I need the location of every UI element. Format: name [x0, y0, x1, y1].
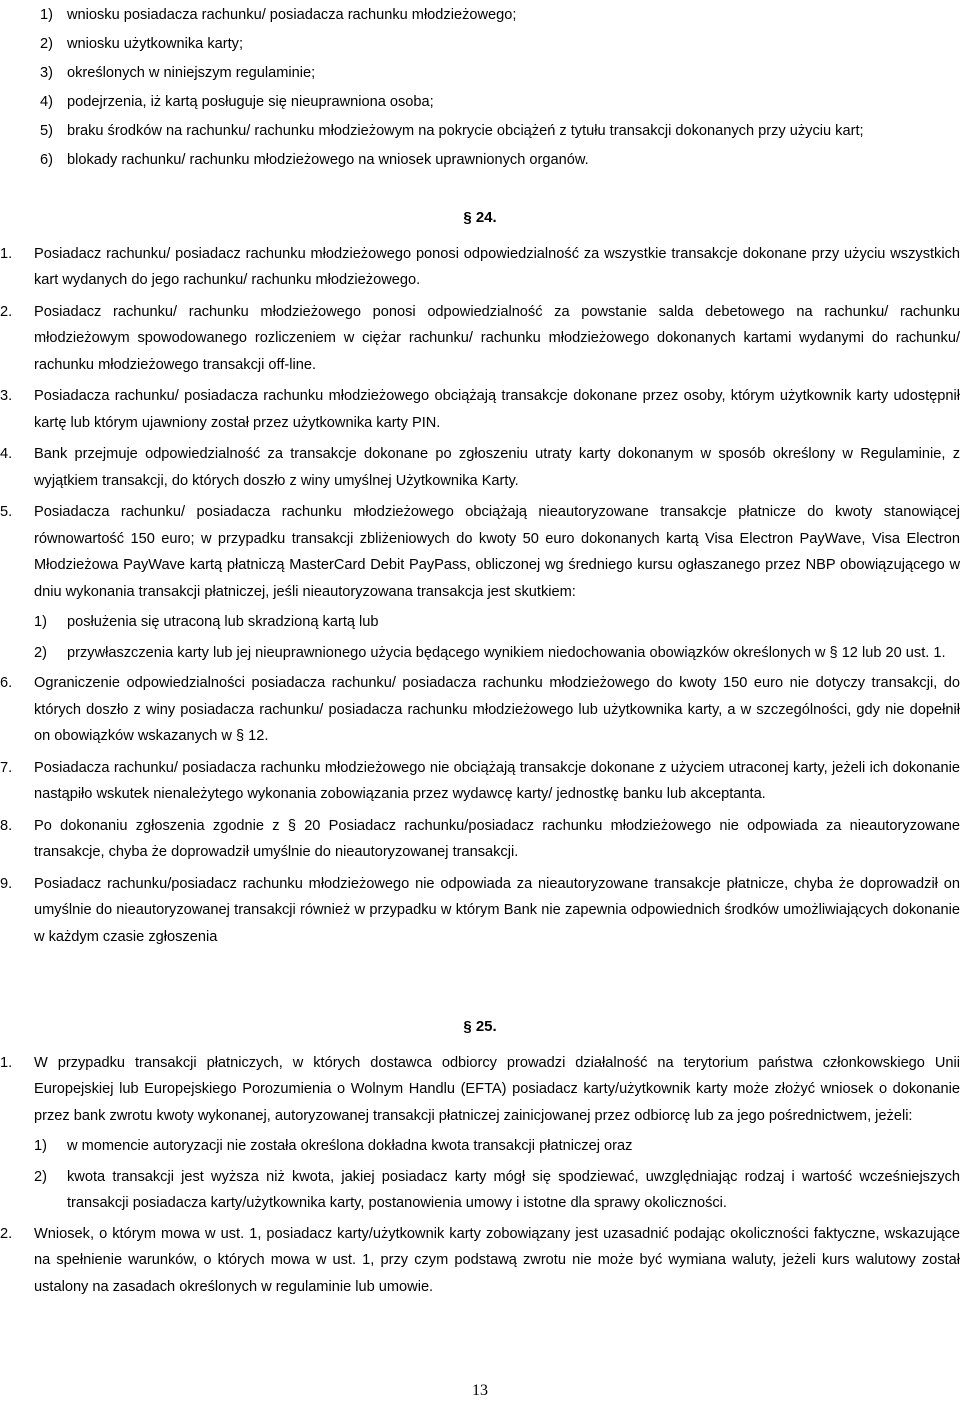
sub-list-item-number: 2) — [34, 1168, 47, 1185]
sub-list — [0, 609, 960, 666]
paragraph-text: Wniosek, o którym mowa w ust. 1, posiadacz karty/użytkownik karty zobowiązany jest uzasadnić podając okoliczności faktyczne, wskazujące na spełnienie warunków, o których mowa w ust. 1, przy czym podstawą zwrotu nie może być wymiana waluty, jeżeli kurs walutowy został ustalony na zasadach określonych w regulaminie lub umowie. — [34, 1225, 960, 1295]
paragraph-number: 8. — [0, 817, 13, 834]
section-title: § 25. — [463, 1018, 497, 1035]
list-item-number: 6) — [40, 152, 53, 168]
paragraph — [0, 299, 960, 379]
list-item — [40, 118, 960, 145]
list-item — [40, 31, 960, 58]
list-item-text: braku środków na rachunku/ rachunku młodzieżowym na pokrycie obciążeń z tytułu transakcji dokonanych przy użyciu kart; — [67, 123, 864, 139]
paragraph-text: Posiadacza rachunku/ posiadacza rachunku młodzieżowego nie obciążają transakcje dokonane z użyciem utraconej karty, jeżeli ich dokonanie nastąpiło wskutek nienależytego wykonania zobowiązania przez wydawcę karty/ jednostkę banku lub akceptanta. — [34, 759, 960, 802]
sub-list-item-number: 1) — [34, 1138, 47, 1154]
list-item — [40, 89, 960, 116]
paragraph-text: Po dokonaniu zgłoszenia zgodnie z § 20 Posiadacz rachunku/posiadacz rachunku młodzieżowego nie odpowiada za nieautoryzowane transakcje, chyba że doprowadził umyślnie do nieautoryzowanej transakcji. — [34, 817, 960, 860]
list-item — [40, 60, 960, 87]
paragraph — [0, 499, 960, 605]
list-item-number: 3) — [40, 65, 53, 81]
paragraph-number: 7. — [0, 759, 13, 776]
paragraph — [0, 871, 960, 951]
paragraph-number: 9. — [0, 875, 13, 892]
sub-list-item-number: 1) — [34, 614, 47, 630]
list-item-text: wniosku posiadacza rachunku/ posiadacza rachunku młodzieżowego; — [67, 7, 517, 23]
paragraph-number: 1. — [0, 245, 13, 262]
sub-list-item-text: przywłaszczenia karty lub jej nieuprawnionego użycia będącego wynikiem niedochowania obowiązków określonych w § 12 lub 20 ust. 1. — [67, 644, 946, 661]
list-item-number: 4) — [40, 94, 53, 110]
sub-list-item — [0, 609, 960, 636]
intro-list — [40, 2, 960, 176]
paragraph-number: 2. — [0, 303, 13, 320]
list-item-number: 5) — [40, 123, 53, 139]
paragraph-text: Posiadacza rachunku/ posiadacza rachunku młodzieżowego obciążają nieautoryzowane transakcje płatnicze do kwoty stanowiącej równowartość 150 euro; w przypadku transakcji zbliżeniowych do kwoty 50 euro dokonanych kartą Visa Electron PayWave, Visa Electron Młodzieżowa PayWave kartą płatniczą MasterCard Debit PayPass, obliczonej wg średniego kursu ogłaszanego przez NBP obowiązującego w dniu wykonania transakcji płatniczej, jeśli nieautoryzowana transakcja jest skutkiem: — [34, 504, 960, 600]
paragraph-number: 4. — [0, 446, 13, 462]
paragraph — [0, 1050, 960, 1130]
paragraph-text: Bank przejmuje odpowiedzialność za transakcje dokonane po zgłoszeniu utraty karty dokonanym w sposób określony w Regulaminie, z wyjątkiem transakcji, do których doszło z winy umyślnej Użytkownika Karty. — [34, 446, 960, 489]
sub-list-item-number: 2) — [34, 644, 47, 661]
paragraph-text: Ograniczenie odpowiedzialności posiadacza rachunku/ posiadacza rachunku młodzieżowego do kwoty 150 euro nie dotyczy transakcji, do których doszło z winy posiadacza rachunku/ posiadacza rachunku młodzieżowego lub użytkownika karty, a w szczególności, gdy nie dopełnił on obowiązków wskazanych w § 12. — [34, 675, 960, 744]
sub-list-item-text: w momencie autoryzacji nie została określona dokładna kwota transakcji płatniczej oraz — [67, 1138, 633, 1154]
sub-list — [0, 1133, 960, 1217]
paragraph — [0, 441, 960, 494]
page-number: 13 — [472, 1382, 488, 1399]
paragraph-number: 2. — [0, 1225, 13, 1242]
paragraph — [0, 755, 960, 808]
paragraph-text: W przypadku transakcji płatniczych, w których dostawca odbiorcy prowadzi działalność na terytorium państwa członkowskiego Unii Europejskiej lub Europejskiego Porozumienia o Wolnym Handlu (EFTA) posiadacz karty/użytkownik karty może złożyć wniosek o dokonanie przez bank zwrotu kwoty wykonanej, autoryzowanej transakcji płatniczej zainicjowanej przez odbiorcę lub za jego pośrednictwem, jeżeli: — [34, 1054, 960, 1124]
list-item-text: wniosku użytkownika karty; — [67, 36, 244, 52]
sub-list-item-text: kwota transakcji jest wyższa niż kwota, jakiej posiadacz karty mógł się spodziewać, uwzględniając rodzaj i wartość wcześniejszych transakcji posiadacza karty/użytkownika karty, postanowienia umowy i istotne dla sprawy okoliczności. — [67, 1168, 960, 1211]
list-item-text: podejrzenia, iż kartą posługuje się nieuprawniona osoba; — [67, 94, 434, 110]
section-25 — [0, 1014, 960, 1300]
paragraph-text: Posiadacz rachunku/ rachunku młodzieżowego ponosi odpowiedzialność za powstanie salda debetowego na rachunku/ rachunku młodzieżowym spowodowanego rozliczeniem w ciężar rachunku/ rachunku młodzieżowego dokonanych kartami wydanymi do rachunku/ rachunku młodzieżowego transakcji off-line. — [34, 303, 960, 373]
list-item-number: 2) — [40, 36, 53, 52]
section-title: § 24. — [463, 209, 497, 226]
paragraph-text: Posiadacza rachunku/ posiadacza rachunku młodzieżowego obciążają transakcje dokonane przez osoby, którym użytkownik karty udostępnił kartę lub którym ujawniony został przez użytkownika karty PIN. — [34, 388, 960, 431]
paragraph — [0, 670, 960, 750]
paragraph — [0, 813, 960, 866]
paragraph-text: Posiadacz rachunku/ posiadacz rachunku młodzieżowego ponosi odpowiedzialność za wszystkie transakcje dokonane przy użyciu wszystkich kart wydanych do jego rachunku/ rachunku młodzieżowego. — [34, 245, 960, 288]
paragraph-text: Posiadacz rachunku/posiadacz rachunku młodzieżowego nie odpowiada za nieautoryzowane transakcje płatnicze, chyba że doprowadził on umyślnie do nieautoryzowanej transakcji również w przypadku w którym Bank nie zapewnia odpowiednich środków umożliwiających dokonanie w każdym czasie zgłoszenia — [34, 875, 960, 945]
sub-list-item — [0, 1164, 960, 1217]
paragraph — [0, 241, 960, 294]
list-item — [40, 2, 960, 29]
list-item-number: 1) — [40, 7, 53, 23]
list-item — [40, 147, 960, 174]
paragraph — [0, 383, 960, 436]
paragraph-number: 1. — [0, 1054, 13, 1071]
paragraph — [0, 1221, 960, 1301]
paragraph-number: 6. — [0, 675, 13, 691]
sub-list-item-text: posłużenia się utraconą lub skradzioną kartą lub — [67, 614, 379, 630]
list-item-text: określonych w niniejszym regulaminie; — [67, 65, 316, 81]
paragraph-number: 3. — [0, 388, 13, 404]
paragraph-number: 5. — [0, 504, 13, 520]
sub-list-item — [0, 1133, 960, 1160]
sub-list-item — [0, 640, 960, 667]
section-24 — [0, 205, 960, 955]
list-item-text: blokady rachunku/ rachunku młodzieżowego na wniosek uprawnionych organów. — [67, 152, 589, 168]
